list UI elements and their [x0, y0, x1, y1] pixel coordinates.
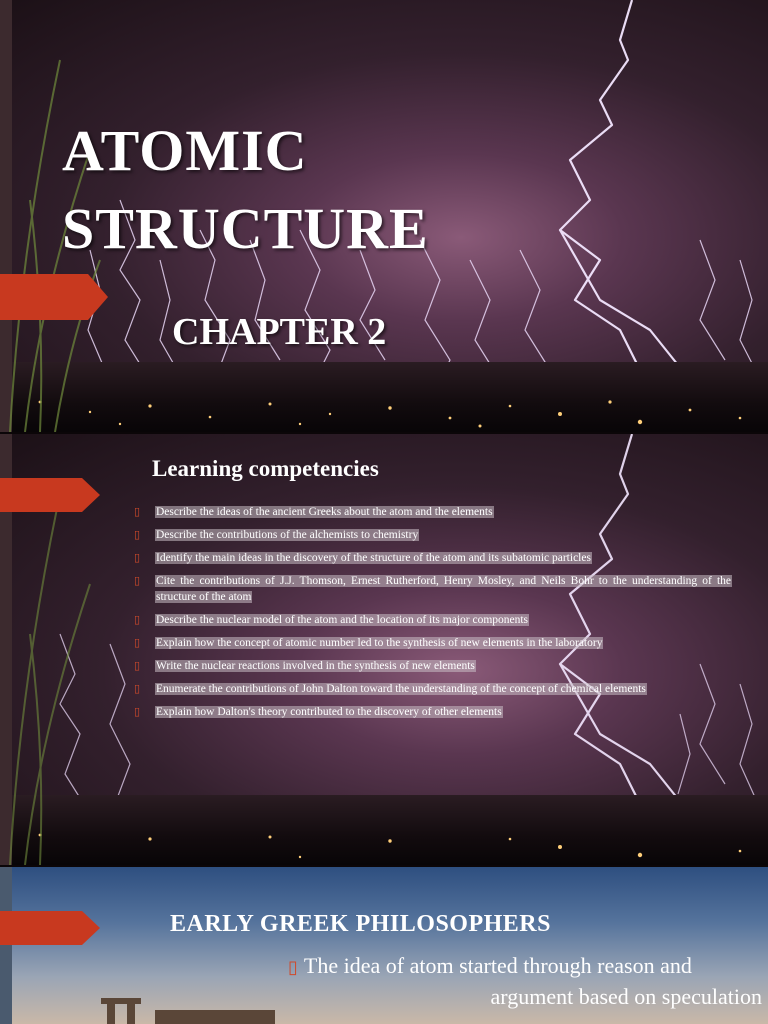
page-title [62, 112, 429, 268]
bullet-icon: ▯ [134, 706, 141, 718]
bullet-icon: ▯ [134, 683, 141, 695]
bullet-icon: ▯ [134, 552, 141, 564]
ruins-image [95, 994, 275, 1024]
list-item: ▯ Describe the contributions of the alchemists to chemistry [134, 529, 419, 541]
arrow-tag-icon [0, 911, 108, 945]
list-item: ▯ Cite the contributions of J.J. Thomson, Ernest Rutherford, Henry Mosley, and Neils Bohr to the understanding of the structure of the atom [134, 575, 731, 603]
title-line-2: STRUCTURE [62, 196, 429, 261]
slide-competencies [0, 434, 768, 865]
chapter-subtitle: CHAPTER 2 [172, 311, 387, 353]
slide-title [0, 0, 768, 432]
list-item: ▯ Explain how the concept of atomic number led to the synthesis of new elements in the laboratory [134, 637, 603, 649]
bullet-icon: ▯ [134, 660, 141, 672]
section-heading: EARLY GREEK PHILOSOPHERS [170, 911, 551, 937]
bullet-icon: ▯ [134, 506, 141, 518]
bullet-paragraph: ▯ The idea of atom started through reason and argument based on speculation [288, 953, 762, 1009]
title-line-1: ATOMIC [62, 118, 308, 183]
bullet-icon: ▯ [288, 957, 298, 977]
bullet-icon: ▯ [134, 575, 141, 587]
city-lights [0, 795, 768, 865]
slide-greek-philosophers [0, 867, 768, 1024]
city-lights [0, 362, 768, 432]
list-item: ▯ Explain how Dalton's theory contributed to the discovery of other elements [134, 706, 502, 718]
bullet-icon: ▯ [134, 637, 141, 649]
bullet-icon: ▯ [134, 529, 141, 541]
arrow-tag-icon [0, 478, 108, 512]
list-item: ▯ Describe the nuclear model of the atom and the location of its major components [134, 614, 529, 626]
list-item: ▯ Write the nuclear reactions involved in the synthesis of new elements [134, 660, 475, 672]
arrow-tag-icon [0, 274, 108, 320]
list-item: ▯ Enumerate the contributions of John Dalton toward the understanding of the concept of chemical elements [134, 683, 646, 695]
competencies-list [132, 504, 732, 727]
left-strip [0, 867, 12, 1024]
bullet-icon: ▯ [134, 614, 141, 626]
competencies-heading: Learning competencies [152, 456, 379, 481]
list-item: ▯ Describe the ideas of the ancient Greeks about the atom and the elements [134, 506, 493, 518]
list-item: ▯ Identify the main ideas in the discovery of the structure of the atom and its subatomic particles [134, 552, 591, 564]
